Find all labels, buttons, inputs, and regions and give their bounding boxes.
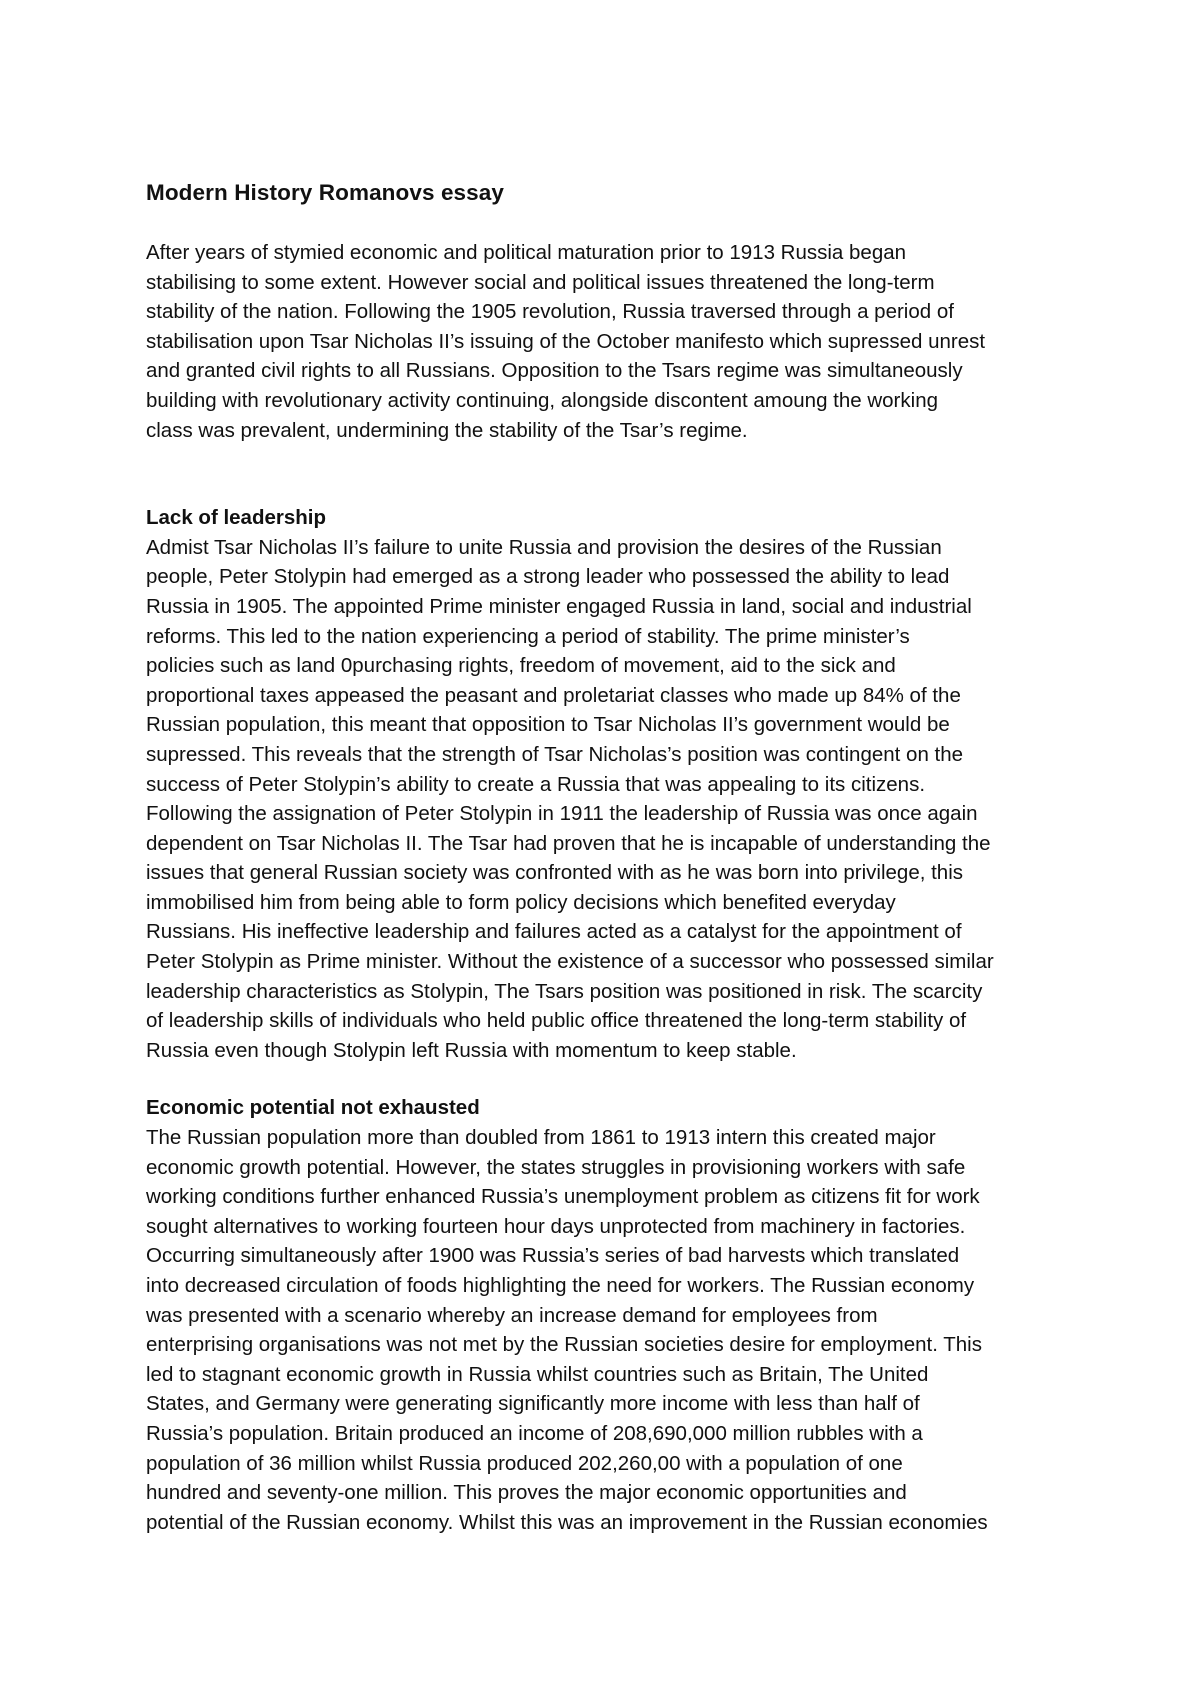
paragraph-line: building with revolutionary activity continuing, alongside discontent amoung the working (146, 388, 938, 412)
paragraph-line: led to stagnant economic growth in Russia whilst countries such as Britain, The United (146, 1362, 929, 1386)
paragraph-line: economic growth potential. However, the states struggles in provisioning workers with safe (146, 1155, 966, 1179)
paragraph-line: Admist Tsar Nicholas II’s failure to unite Russia and provision the desires of the Russian (146, 535, 942, 559)
paragraph-line: leadership characteristics as Stolypin, The Tsars position was positioned in risk. The scarcity (146, 979, 983, 1003)
paragraph-line: success of Peter Stolypin’s ability to create a Russia that was appealing to its citizens. (146, 772, 926, 796)
paragraph-line: Occurring simultaneously after 1900 was Russia’s series of bad harvests which translated (146, 1244, 960, 1268)
section-economic-potential (146, 1093, 1076, 1537)
paragraph-line: policies such as land 0purchasing rights, freedom of movement, aid to the sick and (146, 654, 896, 678)
paragraph-line: into decreased circulation of foods highlighting the need for workers. The Russian economy (146, 1274, 975, 1297)
paragraph-line: class was prevalent, undermining the stability of the Tsar’s regime. (146, 418, 748, 442)
paragraph-line: reforms. This led to the nation experiencing a period of stability. The prime minister’s (146, 624, 910, 648)
paragraph-line: Russians. His ineffective leadership and failures acted as a catalyst for the appointment of (146, 920, 962, 944)
paragraph-line: Following the assignation of Peter Stolypin in 1911 the leadership of Russia was once again (146, 802, 978, 826)
paragraph-line: After years of stymied economic and political maturation prior to 1913 Russia began (146, 241, 907, 264)
paragraph-line: Russian population, this meant that opposition to Tsar Nicholas II’s government would be (146, 713, 950, 737)
paragraph-line: population of 36 million whilst Russia produced 202,260,00 with a population of one (146, 1451, 903, 1475)
paragraph-line: working conditions further enhanced Russia’s unemployment problem as citizens fit for work (146, 1185, 980, 1209)
document-body (146, 178, 1076, 1537)
paragraph-line: immobilised him from being able to form policy decisions which benefited everyday (146, 890, 896, 914)
paragraph-line: Russia in 1905. The appointed Prime minister engaged Russia in land, social and industrial (146, 594, 972, 618)
paragraph-line: hundred and seventy-one million. This proves the major economic opportunities and (146, 1481, 907, 1505)
section-paragraph (146, 533, 1076, 1066)
paragraph-line: Russia even though Stolypin left Russia with momentum to keep stable. (146, 1038, 797, 1062)
section-heading: Economic potential not exhausted (146, 1096, 480, 1120)
paragraph-line: supressed. This reveals that the strength of Tsar Nicholas’s position was contingent on the (146, 742, 964, 766)
section-paragraph (146, 1123, 1076, 1537)
paragraph-line: sought alternatives to working fourteen hour days unprotected from machinery in factories. (146, 1214, 966, 1238)
section-heading: Lack of leadership (146, 506, 327, 530)
paragraph-line: of leadership skills of individuals who held public office threatened the long-term stability of (146, 1009, 967, 1033)
paragraph-line: issues that general Russian society was confronted with as he was born into privilege, this (146, 861, 964, 885)
paragraph-line: Peter Stolypin as Prime minister. Without the existence of a successor who possessed similar (146, 950, 994, 974)
paragraph-line: The Russian population more than doubled from 1861 to 1913 intern this created major (146, 1126, 936, 1150)
paragraph-line: dependent on Tsar Nicholas II. The Tsar had proven that he is incapable of understanding the (146, 831, 991, 855)
paragraph-line: stabilisation upon Tsar Nicholas II’s issuing of the October manifesto which supressed unrest (146, 329, 986, 353)
paragraph-line: stabilising to some extent. However social and political issues threatened the long-term (146, 270, 935, 294)
intro-paragraph (146, 238, 1076, 445)
paragraph-line: and granted civil rights to all Russians. Opposition to the Tsars regime was simultaneously (146, 359, 963, 383)
section-lack-of-leadership (146, 503, 1076, 1065)
paragraph-line: people, Peter Stolypin had emerged as a strong leader who possessed the ability to lead (146, 565, 950, 589)
paragraph-line: was presented with a scenario whereby an increase demand for employees from (146, 1303, 878, 1327)
paragraph-line: Russia’s population. Britain produced an income of 208,690,000 million rubbles with a (146, 1421, 923, 1445)
paragraph-line: proportional taxes appeased the peasant and proletariat classes who made up 84% of the (146, 683, 961, 707)
paragraph-line: enterprising organisations was not met by the Russian societies desire for employment. This (146, 1333, 982, 1357)
paragraph-line: potential of the Russian economy. Whilst this was an improvement in the Russian economies (146, 1510, 988, 1534)
paragraph-line: stability of the nation. Following the 1905 revolution, Russia traversed through a period of (146, 300, 954, 324)
document-title: Modern History Romanovs essay (146, 180, 505, 205)
paragraph-line: States, and Germany were generating significantly more income with less than half of (146, 1392, 920, 1416)
